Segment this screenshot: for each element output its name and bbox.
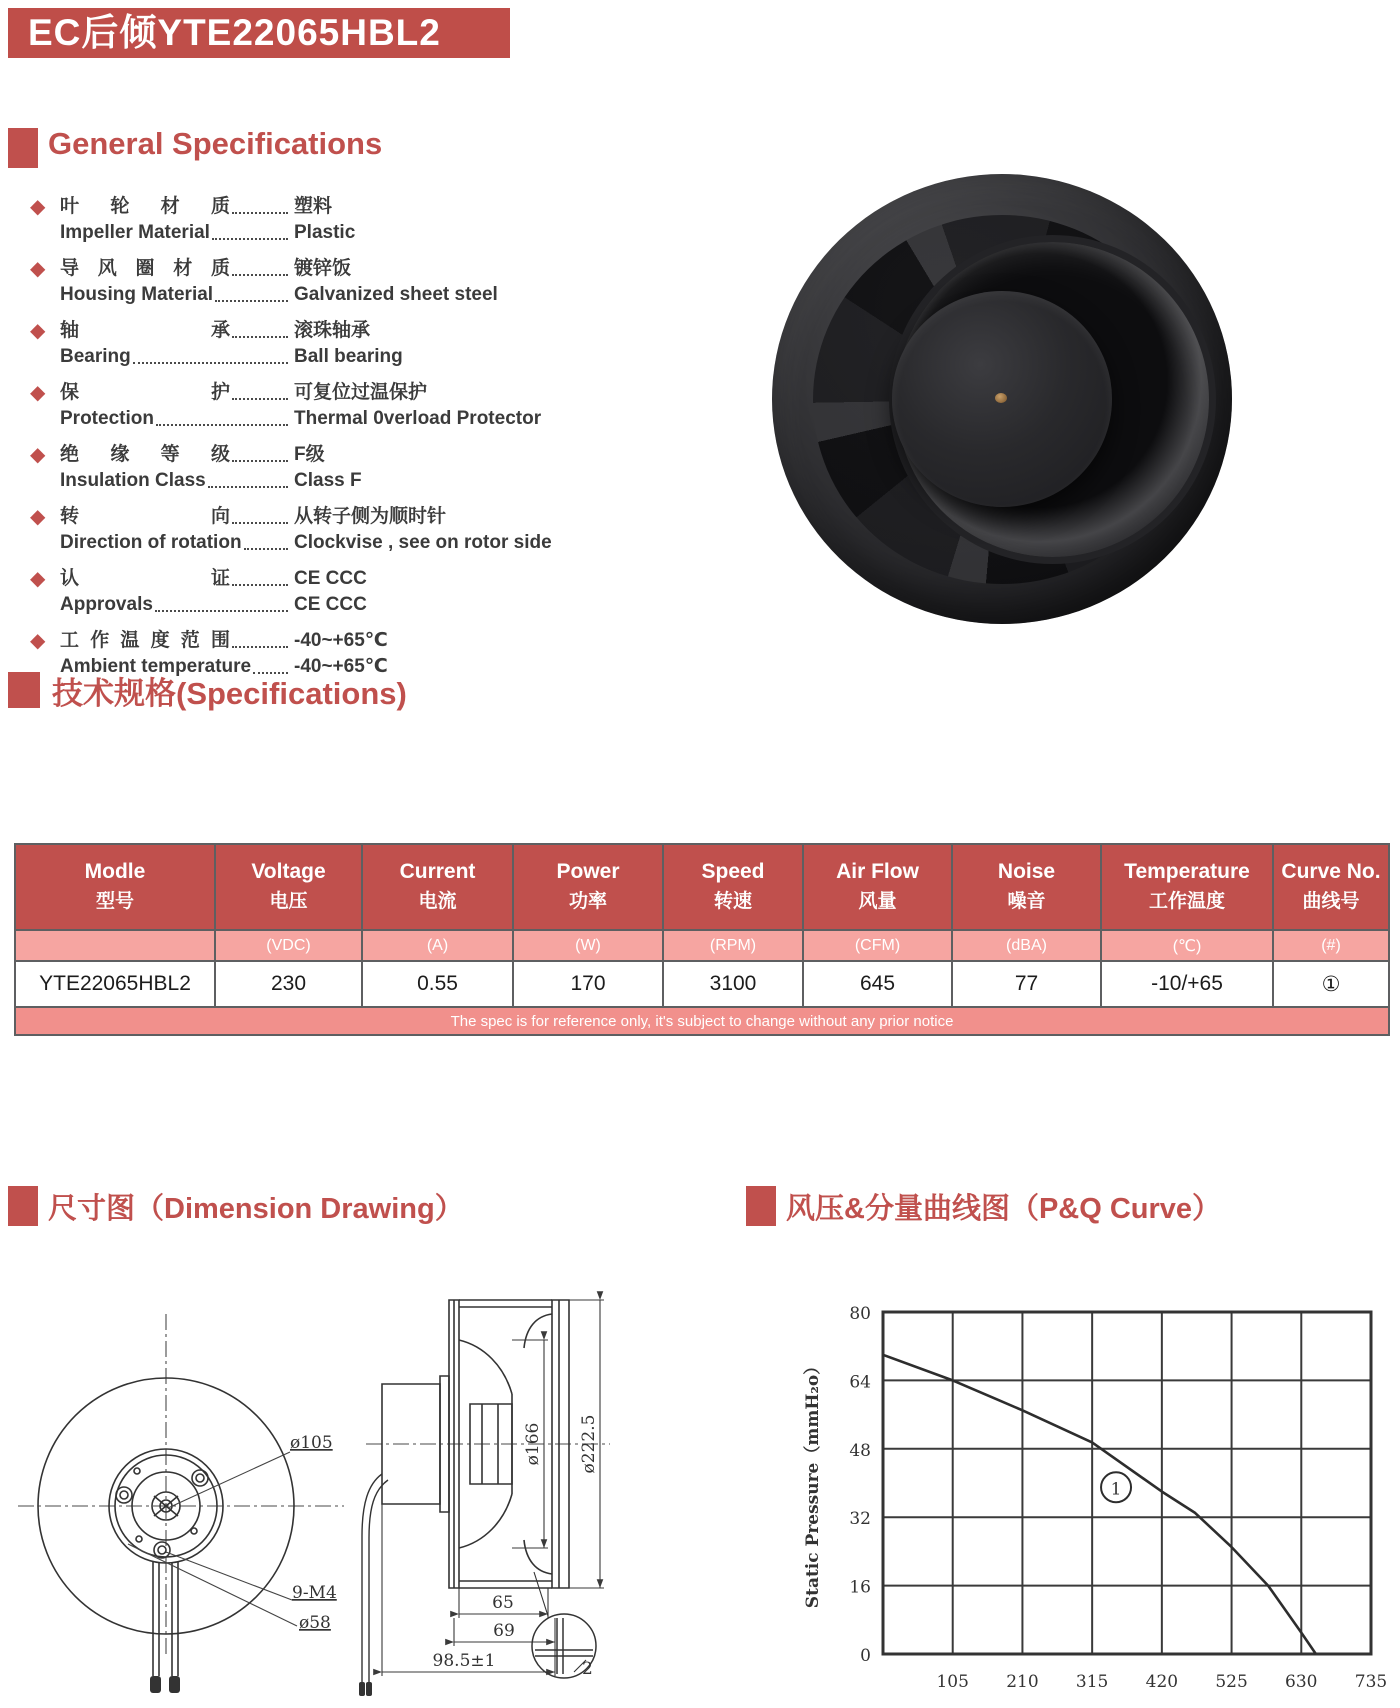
dim-label-d58: ø58: [299, 1613, 331, 1633]
unit-cell: (dBA): [952, 930, 1101, 961]
dot-leader: [212, 220, 288, 240]
dot-leader: [156, 406, 288, 426]
dim-label-d166: ø166: [523, 1422, 543, 1466]
spec-value-en: Clockvise , see on rotor side: [294, 532, 552, 553]
dot-leader: [232, 628, 288, 648]
spec-label-zh: 保护: [60, 382, 230, 403]
spec-label-en: Approvals: [60, 594, 153, 615]
general-specs-heading: General Specifications: [48, 126, 383, 161]
diamond-bullet-icon: ◆: [30, 382, 46, 404]
x-tick-label: 735: [1354, 1672, 1388, 1692]
spec-item-bearing: [30, 318, 610, 370]
fan-product-photo: [772, 174, 1232, 624]
col-current: Current 电流: [362, 844, 513, 930]
dim-label-detail2: 2: [582, 1659, 593, 1679]
spec-label-zh: 导风圈材质: [60, 258, 230, 279]
dot-leader: [232, 194, 288, 214]
dot-leader: [133, 344, 288, 364]
x-tick-label: 315: [1075, 1672, 1109, 1692]
spec-label-zh: 工作温度范围: [60, 630, 230, 651]
table-note-row: [15, 1007, 1389, 1035]
section-marker: [8, 128, 38, 168]
y-tick-label: 48: [849, 1440, 871, 1461]
dot-leader: [215, 282, 288, 302]
spec-value-zh: 从转子侧为顺时针: [294, 506, 447, 527]
spec-value-zh: 镀锌饭: [294, 258, 352, 279]
specifications-heading: 技术规格(Specifications): [52, 676, 407, 711]
pq-curve-chart: [726, 1262, 1400, 1708]
dot-leader: [232, 442, 288, 462]
dim-label-9m4: 9-M4: [292, 1583, 337, 1603]
spec-label-en: Impeller Material: [60, 222, 210, 243]
cell-power: 170: [513, 961, 663, 1007]
unit-cell: (℃): [1101, 930, 1273, 961]
spec-value-zh: 可复位过温保护: [294, 382, 428, 403]
unit-cell: (#): [1273, 930, 1389, 961]
cell-current: 0.55: [362, 961, 513, 1007]
y-tick-label: 0: [860, 1646, 871, 1666]
y-tick-label: 64: [849, 1372, 871, 1393]
spec-item-insulation: [30, 442, 610, 494]
y-tick-label: 80: [849, 1304, 871, 1324]
section-marker: [746, 1186, 776, 1226]
cell-airflow: 645: [803, 961, 952, 1007]
dot-leader: [208, 468, 288, 488]
dim-label-65: 65: [492, 1593, 514, 1613]
unit-cell: (RPM): [663, 930, 803, 961]
spec-item-approvals: [30, 566, 610, 618]
diamond-bullet-icon: ◆: [30, 320, 46, 342]
spec-label-zh: 转向: [60, 506, 230, 527]
spec-value-en: Plastic: [294, 222, 356, 243]
plot-border: [883, 1312, 1371, 1654]
cell-noise: 77: [952, 961, 1101, 1007]
spec-label-en: Insulation Class: [60, 470, 206, 491]
x-tick-label: 420: [1145, 1672, 1179, 1692]
spec-item-impeller: [30, 194, 610, 246]
col-curve-no: Curve No. 曲线号: [1273, 844, 1389, 930]
unit-cell: (CFM): [803, 930, 952, 961]
spec-value-zh: -40~+65℃: [294, 630, 388, 651]
diamond-bullet-icon: ◆: [30, 444, 46, 466]
spec-value-en: Thermal 0verload Protector: [294, 408, 542, 429]
section-marker: [8, 672, 40, 708]
spec-value-zh: 滚珠轴承: [294, 320, 371, 341]
pq-heading: 风压&分量曲线图（P&Q Curve）: [786, 1193, 1222, 1225]
dim-label-985: 98.5±1: [432, 1651, 496, 1671]
spec-label-en: Bearing: [60, 346, 131, 367]
unit-cell: [15, 930, 215, 961]
spec-value-en: -40~+65℃: [294, 656, 388, 677]
table-data-row: [15, 961, 1389, 1007]
dimension-front-view: [4, 1256, 356, 1708]
fan-hub: [892, 291, 1113, 507]
page-title: EC后倾YTE22065HBL2: [8, 8, 510, 58]
lead-wires: [362, 1474, 388, 1682]
diamond-bullet-icon: ◆: [30, 196, 46, 218]
spec-label-en: Protection: [60, 408, 154, 429]
spec-item-rotation: [30, 504, 610, 556]
wire-tip: [150, 1676, 161, 1693]
col-noise: Noise 噪音: [952, 844, 1101, 930]
dimension-heading: 尺寸图（Dimension Drawing）: [48, 1193, 464, 1225]
spec-label-zh: 叶轮材质: [60, 196, 230, 217]
unit-cell: (W): [513, 930, 663, 961]
cell-model: YTE22065HBL2: [15, 961, 215, 1007]
y-axis-title: Static Pressure（mmH₂o）: [803, 1357, 823, 1609]
spec-value-en: CE CCC: [294, 594, 367, 615]
spec-item-protection: [30, 380, 610, 432]
spec-value-en: Ball bearing: [294, 346, 403, 367]
dimension-side-view: [352, 1236, 687, 1708]
dot-leader: [155, 592, 288, 612]
col-airflow: Air Flow 风量: [803, 844, 952, 930]
pq-curve-line: [883, 1355, 1316, 1654]
spec-value-en: Class F: [294, 470, 362, 491]
spec-value-en: Galvanized sheet steel: [294, 284, 498, 305]
dot-leader: [232, 504, 288, 524]
wire-tip: [169, 1676, 180, 1693]
x-tick-label: 105: [936, 1672, 969, 1692]
spec-label-zh: 认证: [60, 568, 230, 589]
spec-label-en: Ambient temperature: [60, 656, 252, 677]
dot-leader: [232, 380, 288, 400]
col-model: Modle 型号: [15, 844, 215, 930]
dot-leader: [232, 256, 288, 276]
x-tick-label: 525: [1215, 1672, 1248, 1692]
spec-item-housing: [30, 256, 610, 308]
dim-label-d2225: ø222.5: [579, 1414, 599, 1474]
spec-value-zh: 塑料: [294, 196, 333, 217]
col-voltage: Voltage 电压: [215, 844, 362, 930]
dim-label-d105: ø105: [290, 1433, 333, 1453]
cell-temperature: -10/+65: [1101, 961, 1273, 1007]
dot-leader: [232, 318, 288, 338]
unit-cell: (VDC): [215, 930, 362, 961]
specifications-table: [14, 843, 1390, 1036]
dim-label-69: 69: [493, 1621, 515, 1641]
cell-voltage: 230: [215, 961, 362, 1007]
unit-cell: (A): [362, 930, 513, 961]
x-tick-label: 630: [1285, 1672, 1318, 1692]
dot-leader: [232, 566, 288, 586]
diamond-bullet-icon: ◆: [30, 568, 46, 590]
diamond-bullet-icon: ◆: [30, 506, 46, 528]
spec-value-zh: CE CCC: [294, 568, 367, 589]
diamond-bullet-icon: ◆: [30, 258, 46, 280]
y-tick-label: 32: [849, 1509, 871, 1530]
dot-leader: [244, 530, 288, 550]
cell-speed: 3100: [663, 961, 803, 1007]
spec-label-zh: 轴承: [60, 320, 230, 341]
table-note: The spec is for reference only, it's subject to change without any prior notice: [15, 1007, 1389, 1035]
general-spec-list: [30, 194, 610, 690]
table-header-row: [15, 844, 1389, 930]
section-marker: [8, 1186, 38, 1226]
spec-label-en: Housing Material: [60, 284, 214, 305]
spec-value-zh: F级: [294, 444, 325, 465]
curve-number-text: 1: [1110, 1479, 1122, 1500]
spec-label-zh: 绝缘等级: [60, 444, 230, 465]
x-tick-label: 210: [1006, 1672, 1039, 1692]
diamond-bullet-icon: ◆: [30, 630, 46, 652]
y-tick-label: 16: [849, 1577, 871, 1598]
spec-label-en: Direction of rotation: [60, 532, 242, 553]
col-power: Power 功率: [513, 844, 663, 930]
col-speed: Speed 转速: [663, 844, 803, 930]
cell-curve-no: ①: [1273, 961, 1389, 1007]
table-units-row: [15, 930, 1389, 961]
col-temperature: Temperature 工作温度: [1101, 844, 1273, 930]
